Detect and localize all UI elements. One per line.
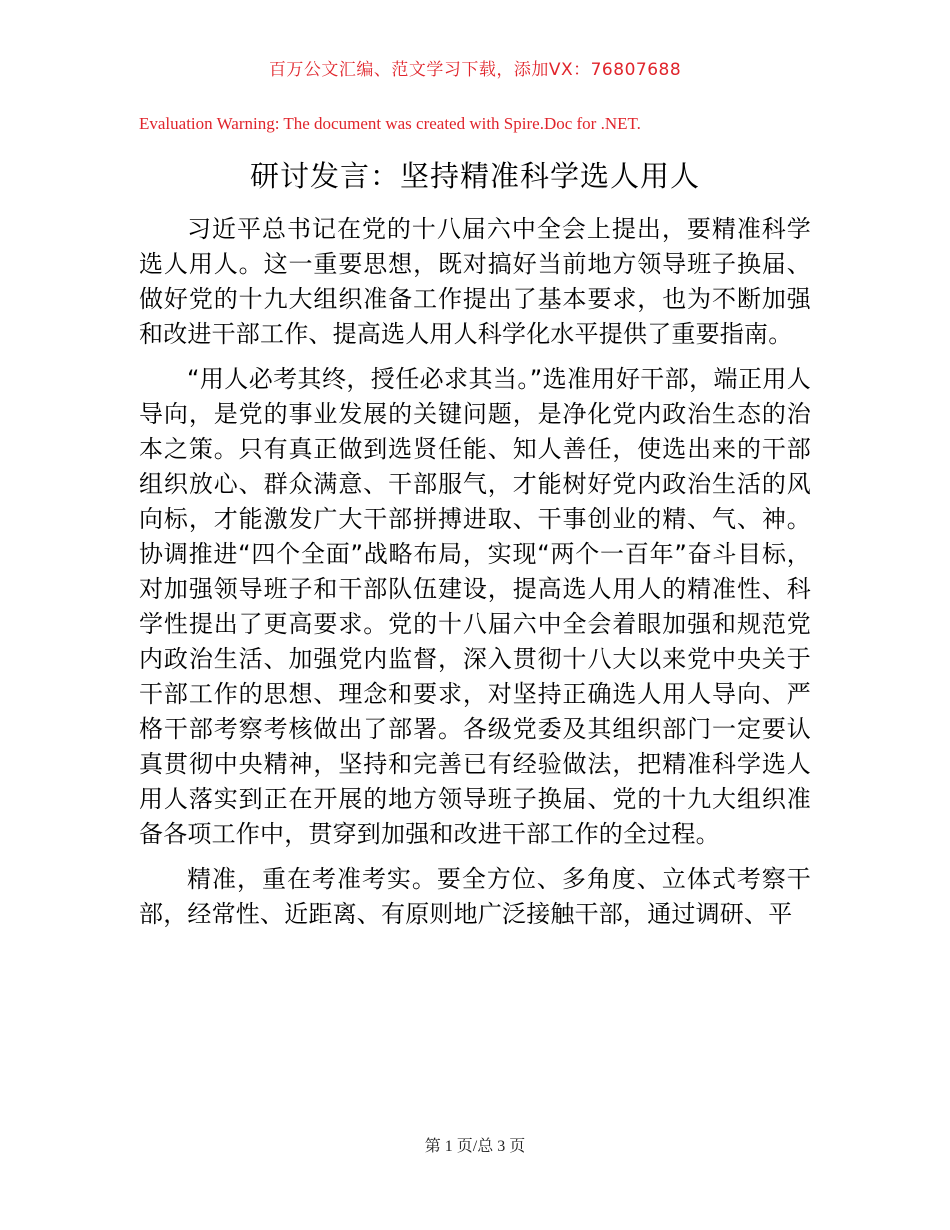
paragraph: 习近平总书记在党的十八届六中全会上提出，要精准科学选人用人。这一重要思想，既对搞好当前地方领导班子换届、做好党的十九大组织准备工作提出了基本要求，也为不断加强和改进干部工作、提高选人用人科学化水平提供了重要指南。 <box>139 215 811 348</box>
paragraph: “用人必考其终，授任必求其当。”选准用好干部，端正用人导向，是党的事业发展的关键问题，是净化党内政治生态的治本之策。只有真正做到选贤任能、知人善任，使选出来的干部组织放心、群众满意、干部服气，才能树好党内政治生活的风向标，才能激发广大干部拼搏进取、干事创业的精、气、神。协调推进“四个全面”战略布局，实现“两个一百年”奋斗目标，对加强领导班子和干部队伍建设，提高选人用人的精准性、科学性提出了更高要求。党的十八届六中全会着眼加强和规范党内政治生活、加强党内监督，深入贯彻十八大以来党中央关于干部工作的思想、理念和要求，对坚持正确选人用人导向、严格干部考察考核做出了部署。各级党委及其组织部门一定要认真贯彻中央精神，坚持和完善已有经验做法，把精准科学选人用人落实到正在开展的地方领导班子换届、党的十九大组织准备各项工作中，贯穿到加强和改进干部工作的全过程。 <box>139 365 811 848</box>
page-number: 第 1 页/总 3 页 <box>424 1138 526 1155</box>
document-body <box>139 212 811 942</box>
header-banner: 百万公文汇编、范文学习下载，添加VX：76807688 <box>268 60 682 80</box>
paragraph: 精准，重在考准考实。要全方位、多角度、立体式考察干部，经常性、近距离、有原则地广泛接触干部，通过调研、平 <box>139 865 811 928</box>
document-title: 研讨发言：坚持精准科学选人用人 <box>249 159 700 193</box>
evaluation-warning: Evaluation Warning: The document was created with Spire.Doc for .NET. <box>139 114 641 133</box>
